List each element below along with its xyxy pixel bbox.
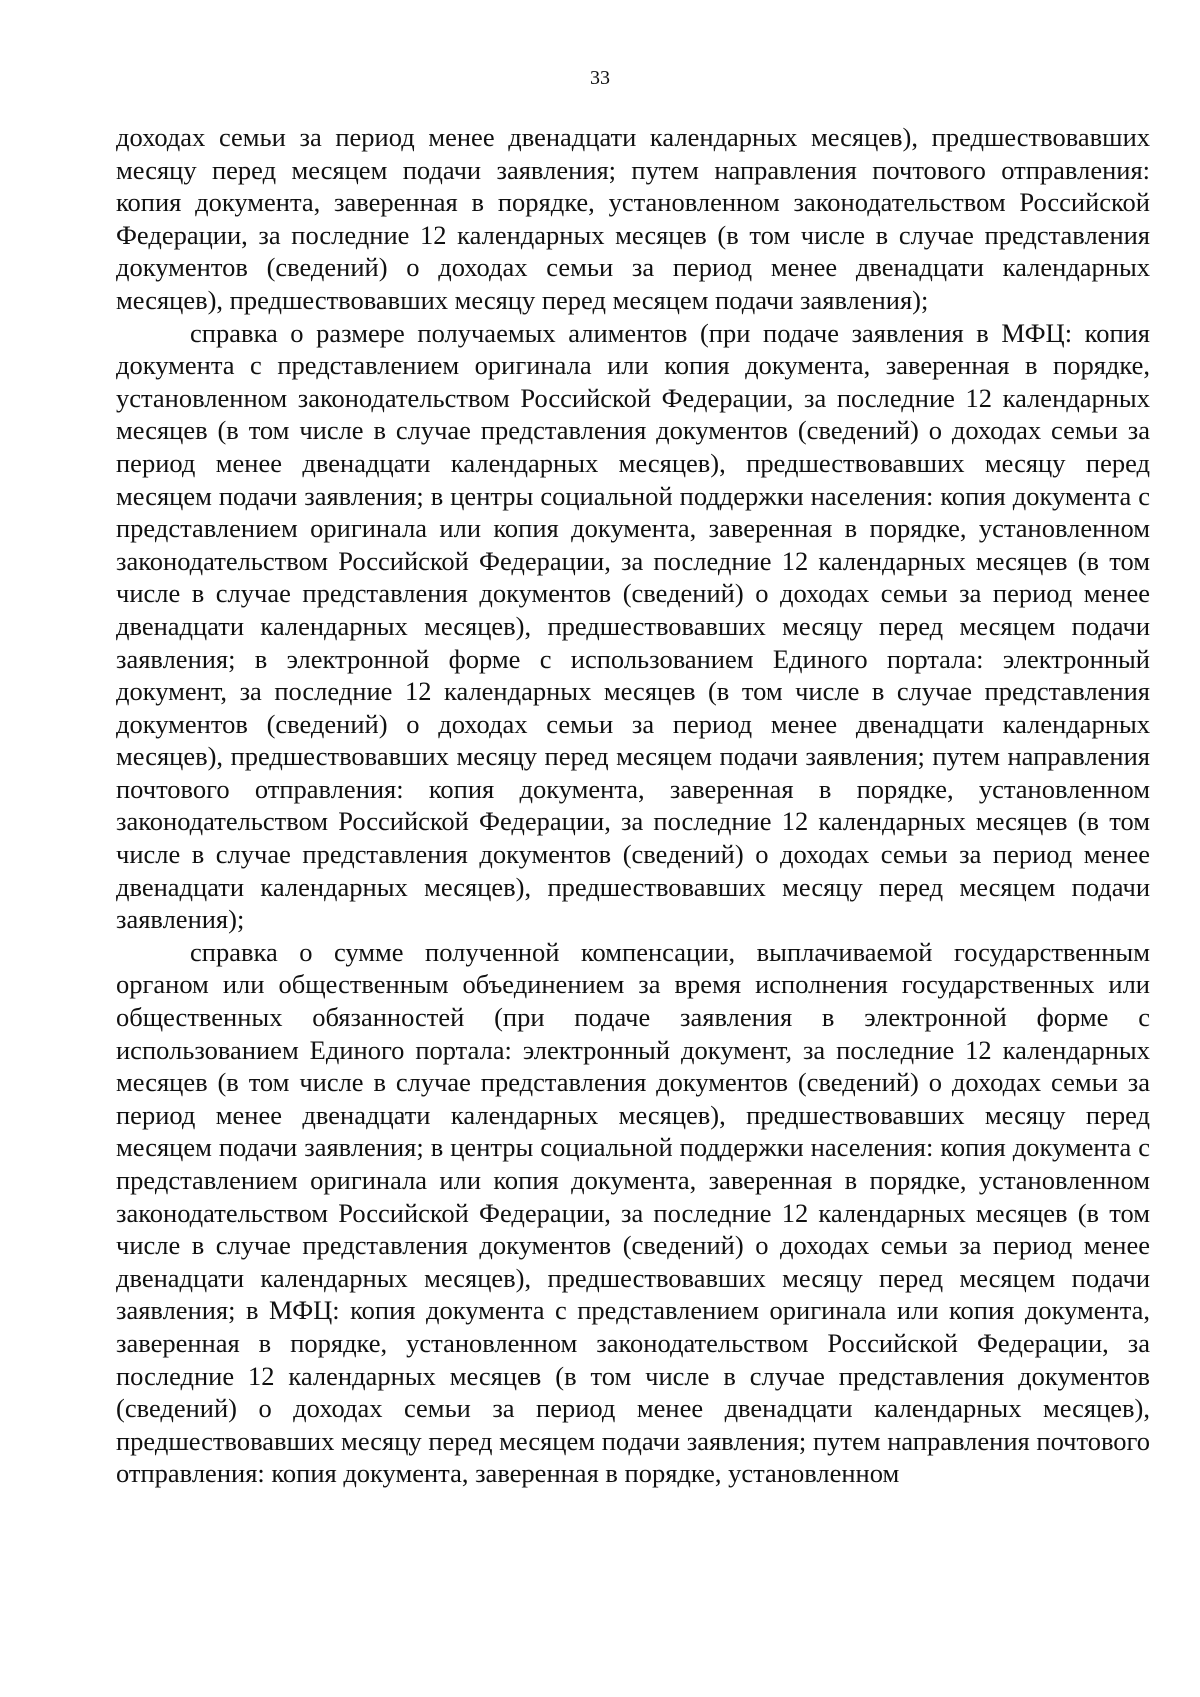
paragraph-alimony-certificate: справка о размере получаемых алиментов (при подаче заявления в МФЦ: копия документа с представлением оригинала или копия документа, заверенная в порядке, установленном законодательством Российской Федерации, за последние 12 календарных месяцев (в том числе в случае представления документов (сведений) о доходах семьи за период менее двенадцати календарных месяцев), предшествовавших месяцу перед месяцем подачи заявления; в центры социальной поддержки населения: копия документа с представлением оригинала или копия документа, заверенная в порядке, установленном законодательством Российской Федерации, за последние 12 календарных месяцев (в том числе в случае представления документов (сведений) о доходах семьи за период менее двенадцати календарных месяцев), предшествовавших месяцу перед месяцем подачи заявления; в электронной форме с использованием Единого портала: электронный документ, за последние 12 календарных месяцев (в том числе в случае представления документов (сведений) о доходах семьи за период менее двенадцати календарных месяцев), предшествовавших месяцу перед месяцем подачи заявления; путем направления почтового отправления: копия документа, заверенная в порядке, установленном законодательством Российской Федерации, за последние 12 календарных месяцев (в том числе в случае представления документов (сведений) о доходах семьи за период менее двенадцати календарных месяцев), предшествовавших месяцу перед месяцем подачи заявления); <box>116 317 1150 935</box>
paragraph-income-continuation: доходах семьи за период менее двенадцати календарных месяцев), предшествовавших месяцу перед месяцем подачи заявления; путем направления почтового отправления: копия документа, заверенная в порядке, установленном законодательством Российской Федерации, за последние 12 календарных месяцев (в том числе в случае представления документов (сведений) о доходах семьи за период менее двенадцати календарных месяцев), предшествовавших месяцу перед месяцем подачи заявления); <box>116 122 1150 315</box>
page-number: 33 <box>590 67 610 89</box>
document-body <box>116 121 1150 1490</box>
paragraph-compensation-certificate: справка о сумме полученной компенсации, выплачиваемой государственным органом или общественным объединением за время исполнения государственных или общественных обязанностей (при подаче заявления в электронной форме с использованием Единого портала: электронный документ, за последние 12 календарных месяцев (в том числе в случае представления документов (сведений) о доходах семьи за период менее двенадцати календарных месяцев), предшествовавших месяцу перед месяцем подачи заявления; в центры социальной поддержки населения: копия документа с представлением оригинала или копия документа, заверенная в порядке, установленном законодательством Российской Федерации, за последние 12 календарных месяцев (в том числе в случае представления документов (сведений) о доходах семьи за период менее двенадцати календарных месяцев), предшествовавших месяцу перед месяцем подачи заявления; в МФЦ: копия документа с представлением оригинала или копия документа, заверенная в порядке, установленном законодательством Российской Федерации, за последние 12 календарных месяцев (в том числе в случае представления документов (сведений) о доходах семьи за период менее двенадцати календарных месяцев), предшествовавших месяцу перед месяцем подачи заявления; путем направления почтового отправления: копия документа, заверенная в порядке, установленном <box>116 936 1150 1489</box>
